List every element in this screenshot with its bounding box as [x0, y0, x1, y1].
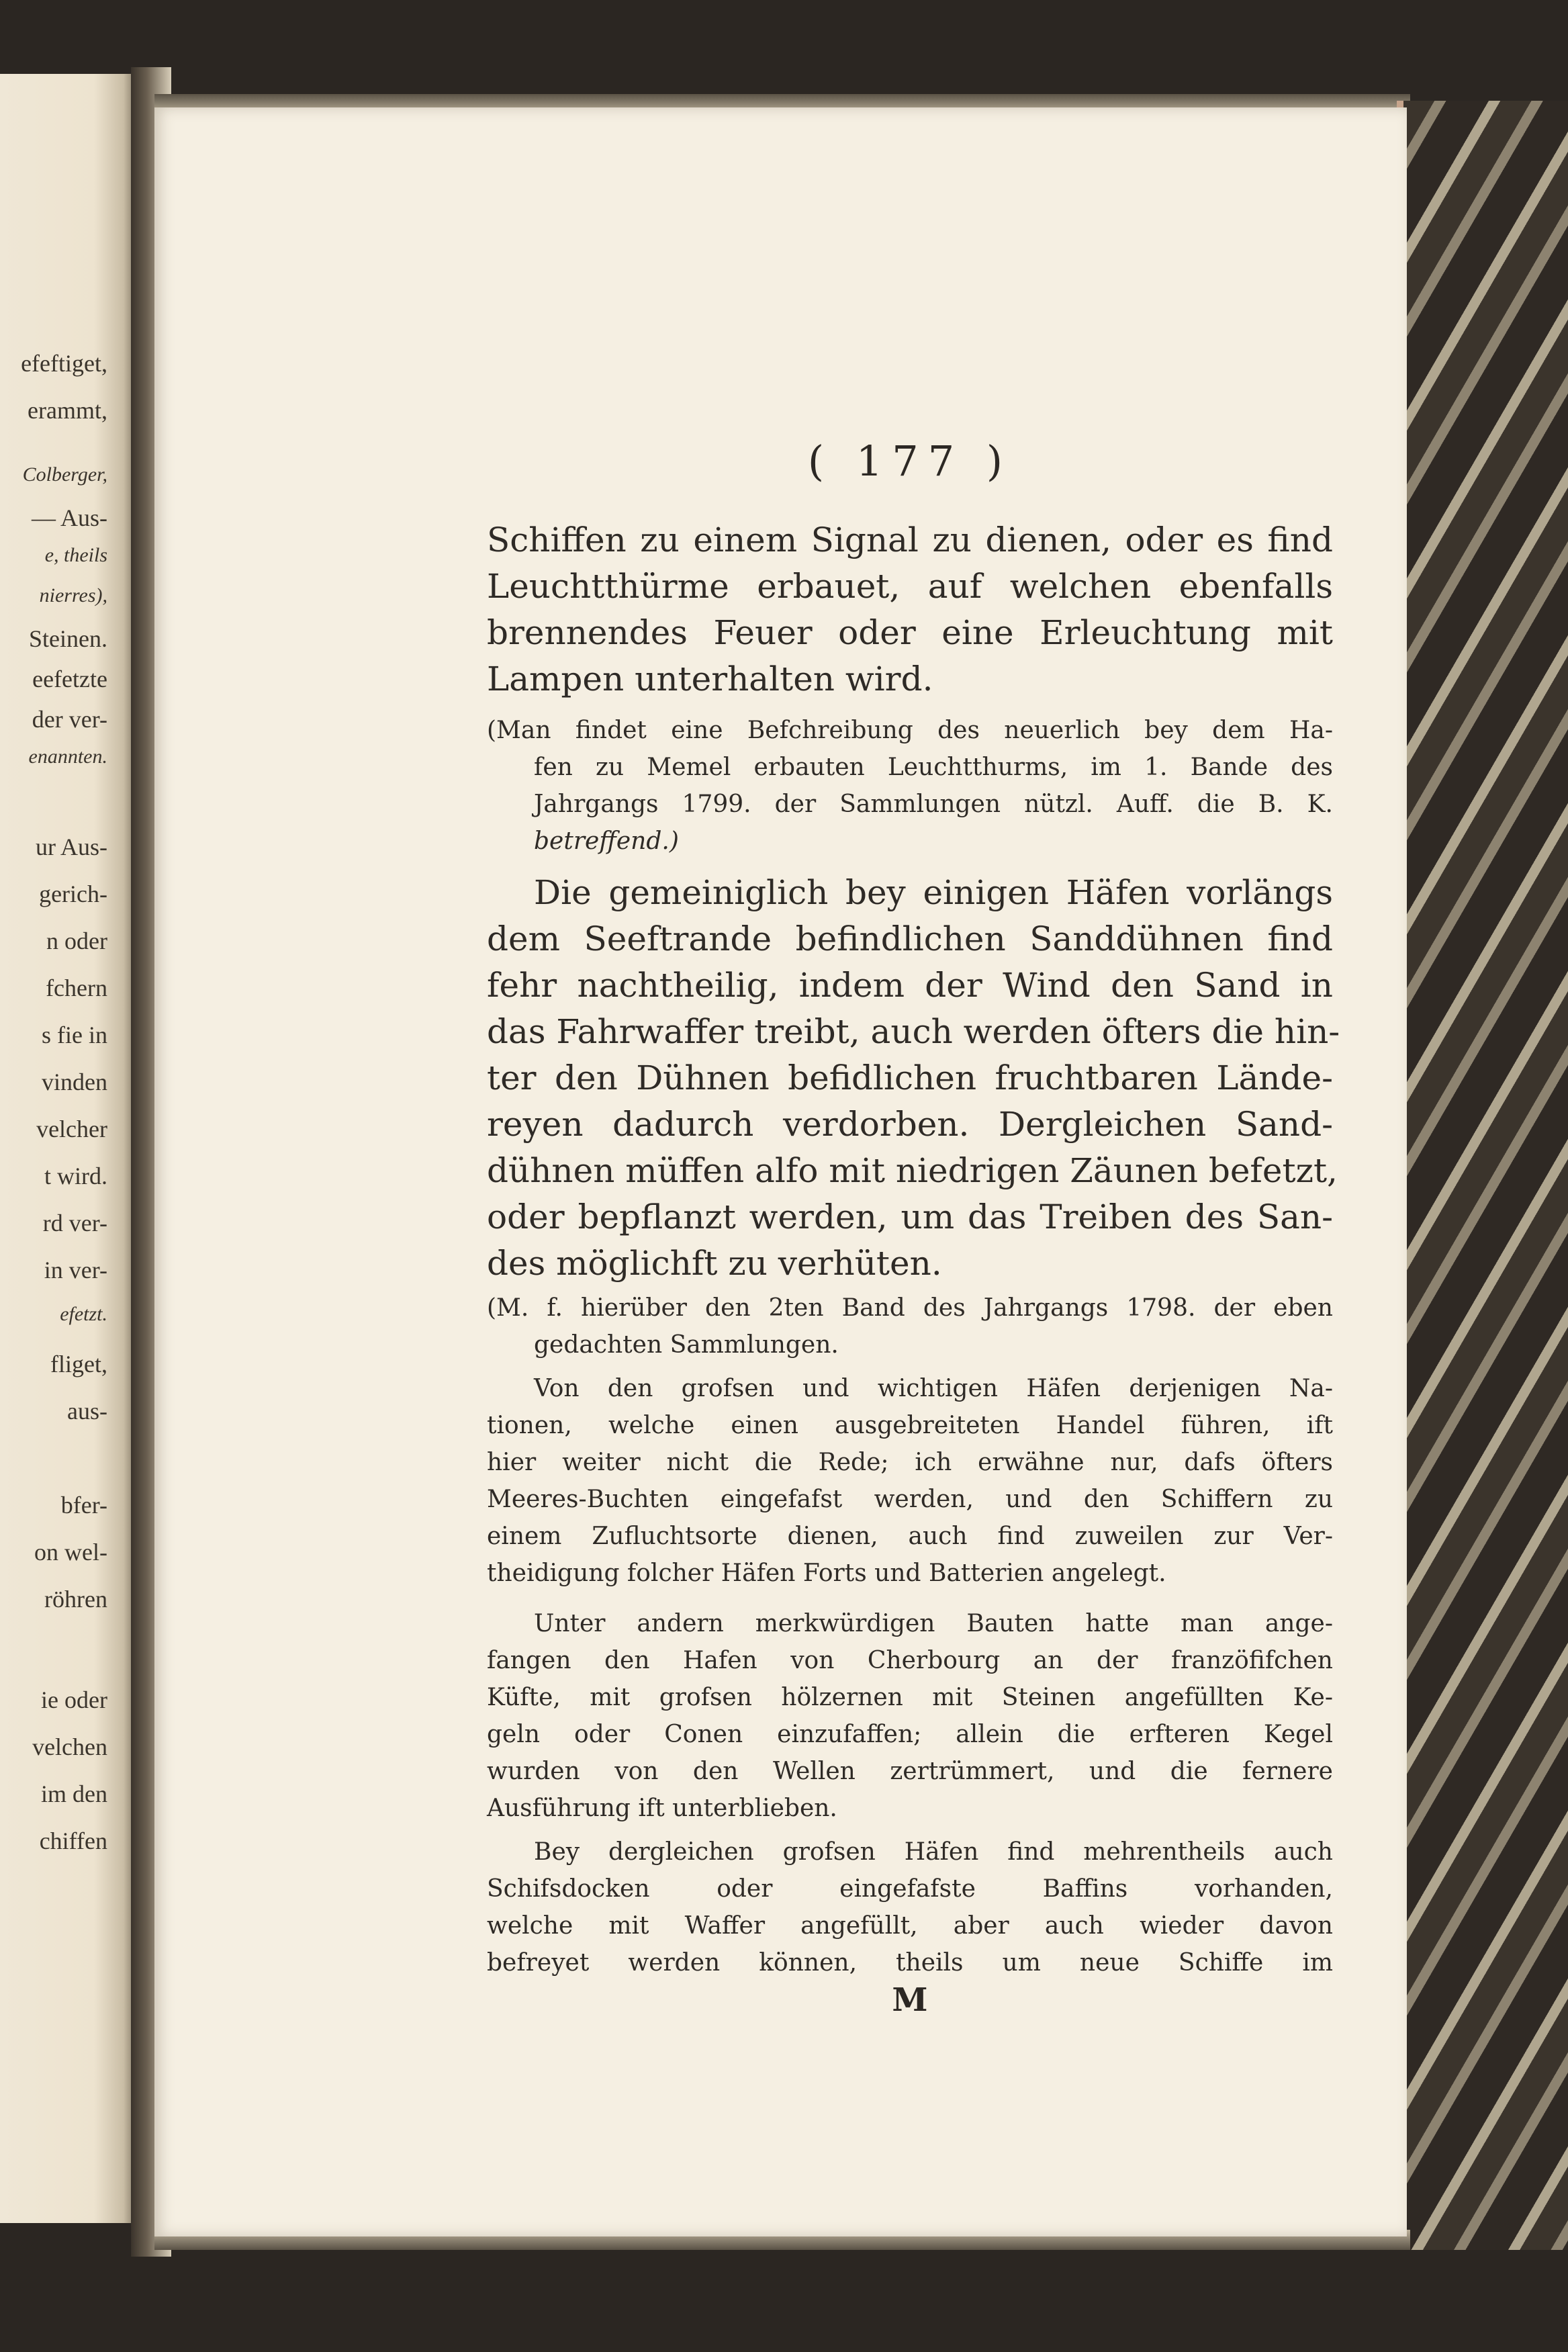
left-page-fragment: chiffen: [39, 1827, 107, 1854]
left-page-fragment: der ver-: [32, 706, 107, 733]
text-line: Lampen unterhalten wird.: [487, 660, 933, 698]
text-line: theidigung folcher Häfen Forts und Batterien angelegt.: [487, 1559, 1166, 1587]
left-page-fragment: im den: [41, 1780, 107, 1807]
paragraph-5: [487, 1834, 1333, 1981]
text-line: Bey dergleichen grofsen Häfen find mehrentheils auch: [534, 1838, 1333, 1866]
text-line: ter den Dühnen befidlichen fruchtbaren Lände-: [487, 1058, 1333, 1097]
left-page-fragment: aus-: [67, 1398, 107, 1424]
text-line: (Man findet eine Befchreibung des neuerlich bey dem Ha-: [487, 717, 1333, 744]
text-line: Jahrgangs 1799. der Sammlungen nützl. Auff. die B. K.: [534, 790, 1333, 818]
left-page-fragment: in ver-: [44, 1257, 107, 1283]
left-page-fragment: rd ver-: [42, 1210, 107, 1236]
left-page-fragment: velchen: [32, 1733, 107, 1760]
left-page-fragment: on wel-: [34, 1539, 107, 1566]
left-page-fragment: t wird.: [44, 1163, 107, 1189]
text-line: betreffend.): [534, 827, 679, 855]
left-page-fragment: — Aus-: [31, 504, 107, 531]
text-line: befreyet werden können, theils um neue Schiffe im: [487, 1949, 1333, 1977]
text-line: (M. f. hierüber den 2ten Band des Jahrgangs 1798. der eben: [487, 1294, 1333, 1322]
text-line: gedachten Sammlungen.: [534, 1331, 839, 1359]
text-line: welche mit Waffer angefüllt, aber auch wieder davon: [487, 1912, 1333, 1940]
left-page-fragment: n oder: [46, 928, 107, 954]
book-page: [154, 107, 1407, 2236]
left-page-fragment: nierres),: [39, 584, 107, 606]
paragraph-1: [487, 517, 1333, 703]
left-page-fragment: enannten.: [28, 745, 107, 768]
left-page-fragment: ur Aus-: [36, 833, 107, 860]
text-line: tionen, welche einen ausgebreiteten Handel führen, ift: [487, 1412, 1333, 1439]
text-line: fen zu Memel erbauten Leuchtthurms, im 1. Bande des: [534, 754, 1333, 781]
left-page-fragment: röhren: [44, 1586, 107, 1613]
page-number: ( 177 ): [807, 437, 1013, 486]
left-page-fragment: vinden: [42, 1069, 107, 1095]
left-page-fragment: bfer-: [60, 1492, 107, 1519]
left-page-fragment: e, theils: [44, 544, 107, 566]
left-page-fragment: gerich-: [39, 880, 107, 907]
left-page-fragment: fchern: [46, 975, 107, 1001]
text-line: Ausführung ift unterblieben.: [487, 1795, 837, 1822]
left-page-fragment: ie oder: [41, 1686, 107, 1713]
text-line: Schifsdocken oder eingefafste Baffins vorhanden,: [487, 1875, 1333, 1903]
text-line: brennendes Feuer oder eine Erleuchtung mit: [487, 613, 1333, 652]
left-page-fragment: efetzt.: [60, 1303, 107, 1325]
text-line: Meeres-Buchten eingefafst werden, und den Schiffern zu: [487, 1486, 1333, 1513]
left-page-fragment: erammt,: [28, 397, 107, 424]
text-line: fangen den Hafen von Cherbourg an der franzöfifchen: [487, 1647, 1333, 1674]
left-page-fragment: eefetzte: [32, 666, 107, 692]
text-line: Schiffen zu einem Signal zu dienen, oder es find: [487, 521, 1333, 559]
text-line: des möglichft zu verhüten.: [487, 1244, 942, 1283]
footnote-2: [487, 1290, 1333, 1363]
text-line: geln oder Conen einzufaffen; allein die erfteren Kegel: [487, 1721, 1333, 1748]
footnote-1: [487, 712, 1333, 860]
left-page-fragment: Colberger,: [22, 463, 107, 486]
paragraph-4: [487, 1605, 1333, 1827]
marbled-edge: [1403, 101, 1568, 2250]
left-page-fragment: velcher: [36, 1116, 107, 1142]
previous-page: [0, 74, 134, 2223]
text-line: Leuchtthürme erbauet, auf welchen ebenfalls: [487, 567, 1333, 606]
left-page-fragment: Steinen.: [29, 625, 107, 652]
left-page-fragment: fliget,: [50, 1351, 107, 1377]
paragraph-2: [487, 870, 1340, 1287]
paragraph-3: [487, 1370, 1333, 1592]
text-line: dem Seeftrande befindlichen Sanddühnen find: [487, 919, 1333, 958]
text-line: oder bepflanzt werden, um das Treiben des San-: [487, 1197, 1333, 1236]
text-line: Von den grofsen und wichtigen Häfen derjenigen Na-: [534, 1375, 1333, 1402]
left-page-fragment: efeftiget,: [21, 350, 107, 377]
text-line: Unter andern merkwürdigen Bauten hatte man ange-: [534, 1610, 1333, 1637]
left-page-fragment: s fie in: [42, 1022, 107, 1048]
text-line: das Fahrwaffer treibt, auch werden öfters die hin-: [487, 1012, 1340, 1051]
text-line: reyen dadurch verdorben. Dergleichen Sand-: [487, 1105, 1333, 1144]
text-line: wurden von den Wellen zertrümmert, und die fernere: [487, 1758, 1333, 1785]
text-line: Die gemeiniglich bey einigen Häfen vorlängs: [534, 873, 1333, 912]
text-line: dühnen müffen alfo mit niedrigen Zäunen befetzt,: [487, 1151, 1338, 1190]
text-line: fehr nachtheilig, indem der Wind den Sand in: [487, 966, 1333, 1005]
text-line: Küfte, mit grofsen hölzernen mit Steinen angefüllten Ke-: [487, 1684, 1333, 1711]
signature-mark: M: [892, 1981, 928, 2019]
text-line: hier weiter nicht die Rede; ich erwähne nur, dafs öfters: [487, 1449, 1333, 1476]
text-line: einem Zufluchtsorte dienen, auch find zuweilen zur Ver-: [487, 1523, 1333, 1550]
